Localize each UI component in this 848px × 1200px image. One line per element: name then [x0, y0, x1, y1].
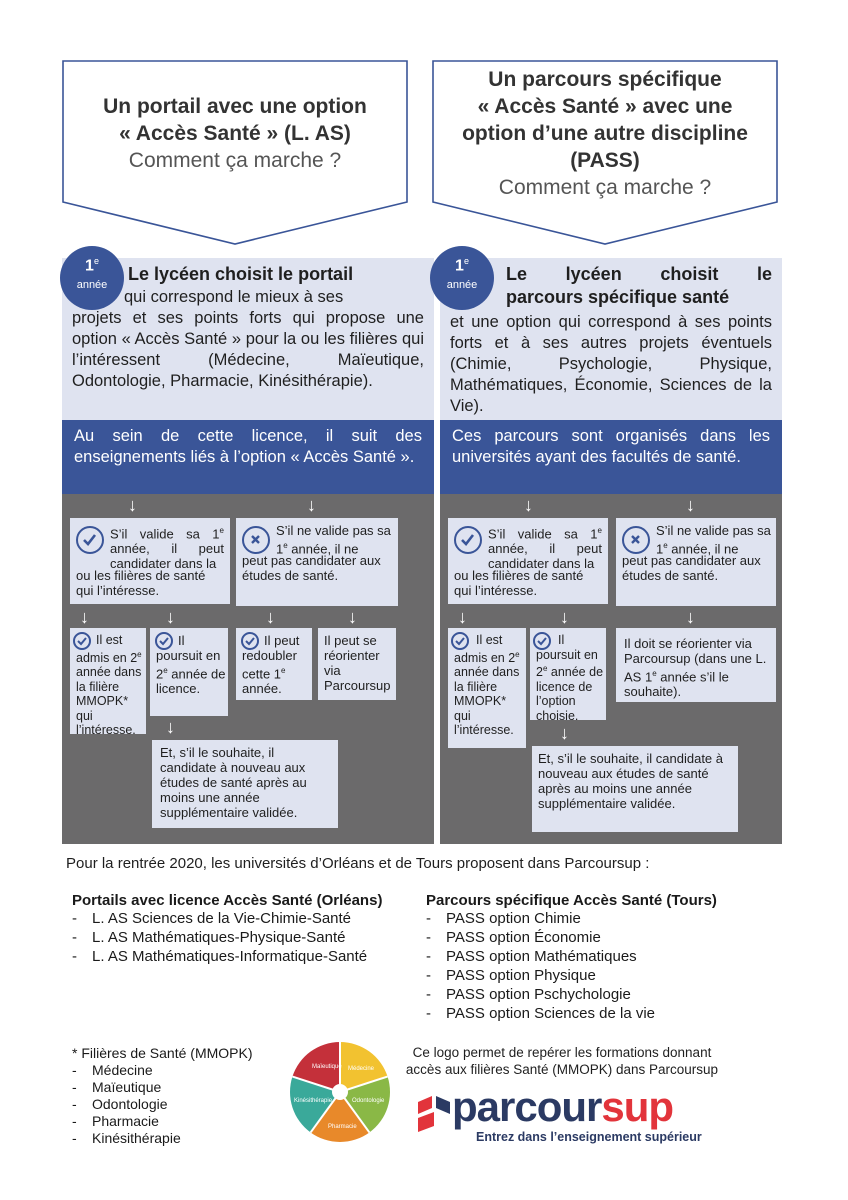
- list-item: - L. AS Mathématiques-Physique-Santé: [72, 929, 346, 946]
- right-notvalid-card: [616, 518, 776, 606]
- arrow-down-icon: ↓: [307, 495, 316, 515]
- wheel-label: Kinésithérapie: [294, 1098, 333, 1104]
- list-item: - PASS option Chimie: [426, 910, 581, 927]
- mmopk-title: * Filières de Santé (MMOPK): [72, 1045, 253, 1061]
- left-valid-text-a: S’il valide sa 1e année, il peut candidater dans la: [110, 526, 224, 572]
- right-reorienter-card: [616, 628, 776, 702]
- badge-sup: e: [93, 256, 99, 266]
- left-header-subtitle: Comment ça marche ?: [128, 149, 342, 172]
- list-item: - PASS option Mathématiques: [426, 948, 637, 965]
- parcoursup-brand-1: parcour: [452, 1083, 602, 1130]
- x-circle-icon: [622, 526, 650, 554]
- left-reorienter-text: Il peut se réorienter via Parcoursup: [324, 633, 391, 693]
- intro-sentence: Pour la rentrée 2020, les universités d’Orléans et de Tours proposent dans Parcoursup :: [66, 855, 650, 872]
- arrow-down-icon: ↓: [166, 717, 175, 737]
- badge-number: 1: [85, 257, 94, 275]
- orleans-list: [72, 892, 412, 966]
- right-poursuit-card: [530, 628, 606, 723]
- arrow-down-icon: ↓: [166, 607, 175, 627]
- wheel-label: Maïeutique: [312, 1064, 342, 1070]
- right-lead-bold-1: Le lycéen choisit le: [506, 264, 772, 284]
- left-admis-text: Il est admis en 2e année dans la filière MMOPK* qui l’intéresse.: [76, 633, 142, 738]
- left-valid-text-b: ou les filières de santé qui l’intéresse.: [76, 568, 206, 598]
- right-header-title-2: « Accès Santé » avec une: [477, 95, 733, 118]
- right-admis-card: [448, 628, 526, 748]
- mmopk-list: [72, 1044, 292, 1147]
- logo-note-line2: accès aux filières Santé (MMOPK) dans Parcoursup: [405, 1062, 719, 1077]
- left-blue-box: [62, 420, 434, 494]
- arrow-down-icon: ↓: [348, 607, 357, 627]
- left-blue-text: Au sein de cette licence, il suit des enseignements liés à l’option « Accès Santé ».: [74, 427, 422, 466]
- left-column: [62, 258, 434, 844]
- left-valid-card: [70, 518, 230, 604]
- list-item: - PASS option Économie: [426, 929, 601, 946]
- left-souhaite-card: [152, 740, 338, 828]
- right-header-subtitle: Comment ça marche ?: [498, 176, 712, 199]
- left-notvalid-text-b: peut pas candidater aux études de santé.: [242, 553, 381, 583]
- right-notvalid-text-b: peut pas candidater aux études de santé.: [622, 553, 761, 583]
- badge-label: année: [446, 279, 478, 291]
- check-circle-icon: [454, 526, 482, 554]
- mmopk-wheel-logo: [288, 1040, 392, 1144]
- left-redoubler-text: Il peut redoubler cette 1e année.: [242, 633, 300, 697]
- parcoursup-logo: [412, 1083, 732, 1148]
- badge-label: année: [76, 279, 108, 291]
- right-lead-bold-2: parcours spécifique santé: [506, 287, 730, 307]
- right-admis-text: Il est admis en 2e année dans la filière MMOPK* qui l’intéresse.: [454, 633, 520, 738]
- arrow-down-icon: ↓: [80, 607, 89, 627]
- list-item: - Kinésithérapie: [72, 1130, 181, 1146]
- right-valid-card: [448, 518, 608, 604]
- orleans-title: Portails avec licence Accès Santé (Orléans): [72, 892, 383, 909]
- arrow-down-icon: ↓: [458, 607, 467, 627]
- right-valid-text-b: ou les filières de santé qui l’intéresse.: [454, 568, 584, 598]
- arrow-down-icon: ↓: [524, 495, 533, 515]
- left-header-title-1: Un portail avec une option: [103, 95, 367, 118]
- parcoursup-brand-2: sup: [601, 1083, 674, 1130]
- left-poursuit-card: [150, 628, 228, 716]
- logo-note: [392, 1044, 732, 1078]
- right-poursuit-text: Il poursuit en 2e année de licence de l’option choisie.: [536, 633, 604, 723]
- arrow-down-icon: ↓: [128, 495, 137, 515]
- first-year-badge: [430, 246, 494, 310]
- right-valid-text-a: S’il valide sa 1e année, il peut candidater dans la: [488, 526, 602, 572]
- right-reorienter-text: Il doit se réorienter via Parcoursup (dans une L. AS 1e année s’il le souhaite).: [624, 636, 767, 700]
- left-souhaite-text: Et, s’il le souhaite, il candidate à nouveau aux études de santé après au moins une année supplémentaire validée.: [160, 745, 307, 820]
- right-header-title-3: option d’une autre discipline: [462, 122, 748, 145]
- right-column: [440, 258, 782, 844]
- right-header: [432, 60, 778, 246]
- left-header: [62, 60, 408, 246]
- right-souhaite-text: Et, s’il le souhaite, il candidate à nouveau aux études de santé après au moins une année supplémentaire validée.: [538, 751, 723, 811]
- right-souhaite-card: [532, 746, 738, 832]
- list-item: - Pharmacie: [72, 1113, 159, 1129]
- left-notvalid-card: [236, 518, 398, 606]
- arrow-down-icon: ↓: [686, 495, 695, 515]
- right-blue-text: Ces parcours sont organisés dans les universités ayant des facultés de santé.: [452, 427, 770, 466]
- left-reorienter-card: [318, 628, 396, 700]
- x-circle-icon: [242, 526, 270, 554]
- list-item: - PASS option Sciences de la vie: [426, 1005, 656, 1022]
- left-lead-rest-1: qui correspond le mieux à ses: [124, 288, 344, 306]
- parcoursup-mark-icon: [412, 1092, 452, 1142]
- logo-note-line1: Ce logo permet de repérer les formations donnant: [412, 1045, 712, 1060]
- right-lead-rest: et une option qui correspond à ses points forts et à ses autres projets éventuels (Chimie, Psychologie, Physique, Mathématiques, Économie, Sciences de la Vie).: [450, 313, 772, 415]
- arrow-down-icon: ↓: [686, 607, 695, 627]
- right-blue-box: [440, 420, 782, 494]
- arrow-down-icon: ↓: [266, 607, 275, 627]
- parcoursup-tagline: Entrez dans l’enseignement supérieur: [476, 1130, 702, 1144]
- left-poursuit-text: Il poursuit en 2e année de licence.: [156, 633, 226, 697]
- tours-list: [426, 892, 766, 1023]
- right-header-title-1: Un parcours spécifique: [488, 68, 722, 91]
- wheel-label: Odontologie: [352, 1098, 385, 1104]
- wheel-label: Pharmacie: [328, 1124, 357, 1130]
- left-notvalid-text-a: S’il ne valide pas sa 1e année, il ne: [276, 523, 391, 557]
- first-year-badge: [60, 246, 124, 310]
- badge-sup: e: [463, 256, 469, 266]
- list-item: - Maïeutique: [72, 1079, 162, 1095]
- tours-title: Parcours spécifique Accès Santé (Tours): [426, 892, 717, 909]
- left-lead-rest-2: projets et ses points forts qui propose une option « Accès Santé » pour la ou les filières qui l’intéressent (Médecine, Maïeutique, Odontologie, Pharmacie, Kinésithérapie).: [72, 309, 424, 390]
- left-header-title-2: « Accès Santé » (L. AS): [119, 122, 351, 145]
- list-item: - PASS option Pschychologie: [426, 986, 631, 1003]
- list-item: - L. AS Mathématiques-Informatique-Santé: [72, 948, 368, 965]
- left-admis-card: [70, 628, 146, 738]
- left-redoubler-card: [236, 628, 312, 700]
- right-header-title-4: (PASS): [570, 149, 640, 172]
- list-item: - L. AS Sciences de la Vie-Chimie-Santé: [72, 910, 352, 927]
- list-item: - Odontologie: [72, 1096, 168, 1112]
- list-item: - Médecine: [72, 1062, 153, 1078]
- arrow-down-icon: ↓: [560, 607, 569, 627]
- arrow-down-icon: ↓: [560, 723, 569, 743]
- right-notvalid-text-a: S’il ne valide pas sa 1e année, il ne: [656, 523, 771, 557]
- check-circle-icon: [76, 526, 104, 554]
- badge-number: 1: [455, 257, 464, 275]
- wheel-label: Médecine: [348, 1066, 375, 1072]
- left-lead-bold: Le lycéen choisit le portail: [128, 264, 354, 284]
- list-item: - PASS option Physique: [426, 967, 596, 984]
